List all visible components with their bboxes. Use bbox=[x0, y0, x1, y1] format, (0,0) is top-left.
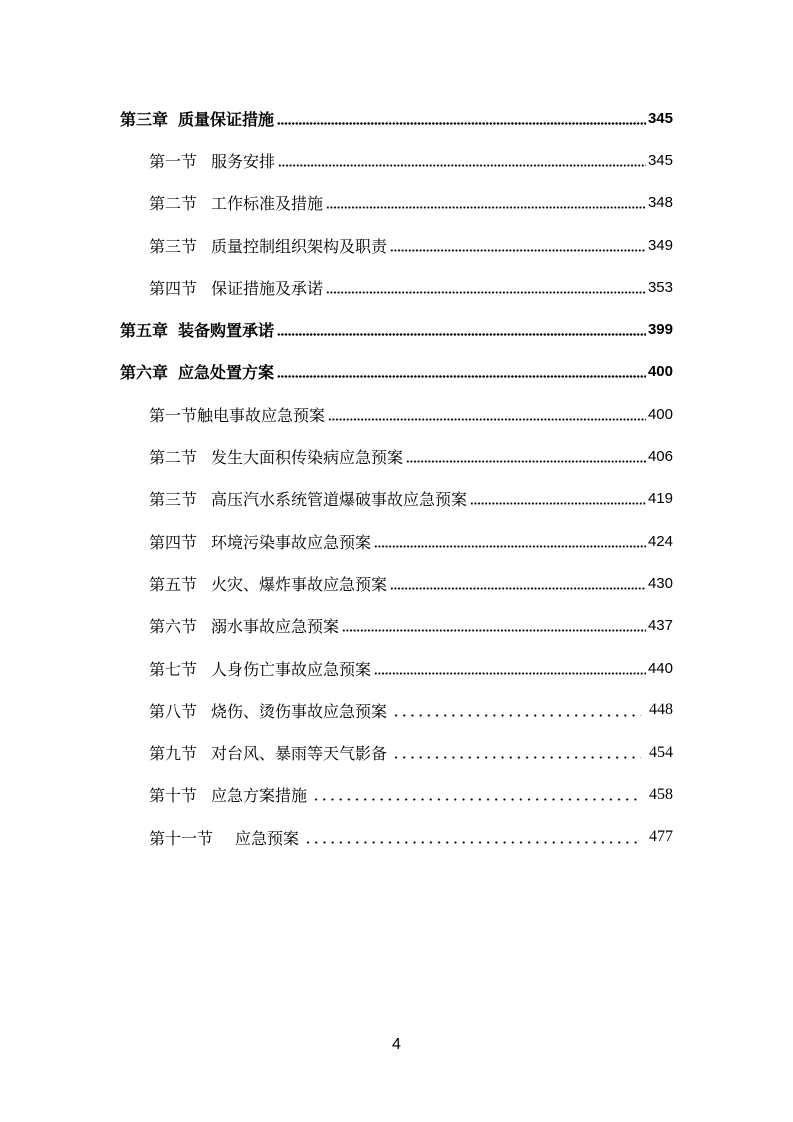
toc-entry-title: 装备购置承诺 bbox=[178, 321, 275, 341]
toc-section bbox=[149, 393, 673, 435]
toc-section bbox=[149, 562, 673, 604]
toc-section bbox=[149, 774, 673, 816]
dot-leader bbox=[277, 375, 646, 378]
dot-leader bbox=[342, 629, 646, 632]
toc-entry-title: 质量控制组织架构及职责 bbox=[211, 236, 388, 256]
toc-entry-page: 424 bbox=[647, 532, 673, 550]
toc-entry-title: 溺水事故应急预案 bbox=[211, 617, 340, 637]
toc-entry-label: 第十一节 bbox=[149, 828, 214, 848]
toc-section bbox=[149, 731, 673, 773]
toc-entry-label: 第三节 bbox=[149, 490, 198, 510]
toc-entry-page: 399 bbox=[647, 321, 673, 339]
dot-leader bbox=[277, 122, 646, 125]
toc-entry-title: 保证措施及承诺 bbox=[211, 278, 324, 298]
toc-entry-page: 345 bbox=[647, 151, 673, 169]
toc-entry-title: 人身伤亡事故应急预案 bbox=[211, 659, 372, 679]
dot-leader bbox=[312, 798, 641, 801]
toc-entry-title: 应急方案措施 bbox=[211, 786, 308, 806]
toc-entry-label: 第一节 bbox=[149, 405, 198, 425]
toc-entry-label: 第一节 bbox=[149, 151, 198, 171]
toc-entry-label: 第五节 bbox=[149, 574, 198, 594]
toc-section bbox=[149, 224, 673, 266]
toc-entry-page: 448 bbox=[649, 701, 673, 719]
toc-chapter-3 bbox=[120, 97, 673, 139]
dot-leader bbox=[304, 841, 641, 844]
toc-entry-label: 第七节 bbox=[149, 659, 198, 679]
dot-leader bbox=[470, 502, 646, 505]
toc-section bbox=[149, 435, 673, 477]
toc-section bbox=[149, 139, 673, 181]
toc-entry-page: 353 bbox=[647, 278, 673, 296]
toc-entry-page: 437 bbox=[647, 617, 673, 635]
dot-leader bbox=[392, 756, 641, 759]
toc-entry-title: 工作标准及措施 bbox=[211, 194, 324, 214]
dot-leader bbox=[406, 460, 646, 463]
toc-entry-page: 349 bbox=[647, 236, 673, 254]
toc-entry-label: 第十节 bbox=[149, 786, 198, 806]
table-of-contents bbox=[0, 97, 793, 858]
toc-entry-page: 440 bbox=[647, 659, 673, 677]
toc-entry-title: 高压汽水系统管道爆破事故应急预案 bbox=[211, 490, 468, 510]
toc-chapter-5 bbox=[120, 308, 673, 350]
toc-entry-label: 第六章 bbox=[120, 363, 169, 383]
toc-entry-label: 第六节 bbox=[149, 617, 198, 637]
toc-section bbox=[149, 816, 673, 858]
toc-entry-page: 345 bbox=[647, 109, 673, 127]
toc-entry-page: 400 bbox=[647, 405, 673, 423]
toc-entry-label: 第三节 bbox=[149, 236, 198, 256]
toc-entry-label: 第四节 bbox=[149, 532, 198, 552]
toc-entry-title: 火灾、爆炸事故应急预案 bbox=[211, 574, 388, 594]
toc-entry-page: 477 bbox=[649, 828, 673, 846]
dot-leader bbox=[390, 249, 646, 252]
toc-entry-title: 服务安排 bbox=[211, 151, 276, 171]
toc-entry-label: 第二节 bbox=[149, 194, 198, 214]
toc-entry-page: 454 bbox=[649, 743, 673, 761]
dot-leader bbox=[374, 545, 646, 548]
toc-entry-title: 对台风、暴雨等天气影备 bbox=[211, 744, 388, 764]
toc-chapter-6 bbox=[120, 351, 673, 393]
dot-leader bbox=[326, 291, 646, 294]
toc-entry-page: 430 bbox=[647, 574, 673, 592]
toc-entry-label: 第八节 bbox=[149, 701, 198, 721]
toc-entry-page: 348 bbox=[647, 194, 673, 212]
toc-entry-title: 应急处置方案 bbox=[178, 363, 275, 383]
page-number: 4 bbox=[392, 1036, 401, 1053]
toc-section bbox=[149, 478, 673, 520]
toc-section bbox=[149, 520, 673, 562]
toc-section bbox=[149, 689, 673, 731]
toc-section bbox=[149, 647, 673, 689]
dot-leader bbox=[326, 206, 646, 209]
dot-leader bbox=[278, 164, 646, 167]
toc-section bbox=[149, 605, 673, 647]
dot-leader bbox=[277, 333, 646, 336]
toc-entry-label: 第二节 bbox=[149, 448, 198, 468]
toc-entry-title: 质量保证措施 bbox=[178, 109, 275, 129]
toc-section bbox=[149, 182, 673, 224]
toc-entry-page: 458 bbox=[649, 785, 673, 803]
toc-entry-title: 触电事故应急预案 bbox=[197, 405, 326, 425]
toc-entry-label: 第四节 bbox=[149, 278, 198, 298]
toc-entry-page: 400 bbox=[647, 363, 673, 381]
toc-section bbox=[149, 266, 673, 308]
dot-leader bbox=[374, 672, 646, 675]
toc-entry-title: 环境污染事故应急预案 bbox=[211, 532, 372, 552]
toc-entry-page: 419 bbox=[647, 490, 673, 508]
dot-leader bbox=[390, 587, 646, 590]
toc-entry-title: 烧伤、烫伤事故应急预案 bbox=[211, 701, 388, 721]
toc-entry-label: 第九节 bbox=[149, 744, 198, 764]
toc-entry-title: 发生大面积传染病应急预案 bbox=[211, 448, 404, 468]
dot-leader bbox=[392, 714, 641, 717]
toc-entry-title: 应急预案 bbox=[235, 828, 300, 848]
toc-entry-label: 第五章 bbox=[120, 321, 169, 341]
toc-entry-label: 第三章 bbox=[120, 109, 169, 129]
dot-leader bbox=[328, 418, 646, 421]
toc-entry-page: 406 bbox=[647, 448, 673, 466]
